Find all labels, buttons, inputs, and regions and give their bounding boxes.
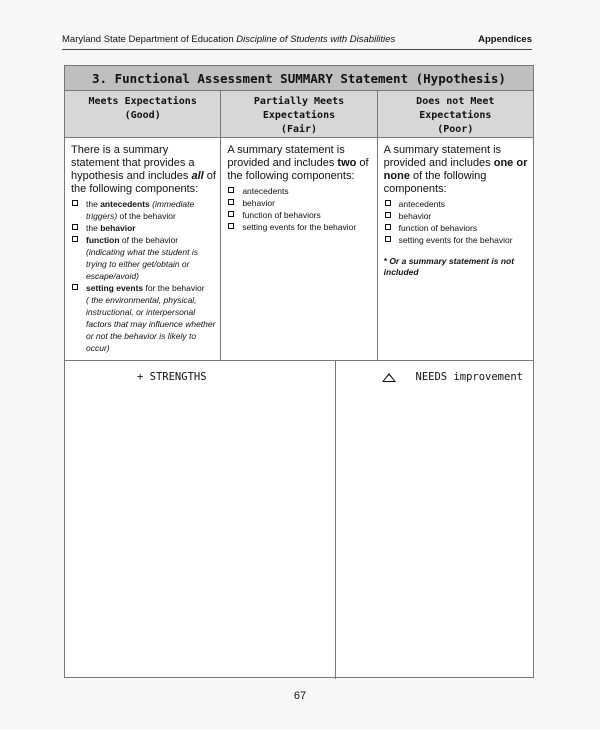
checkbox-icon: [228, 211, 234, 217]
list-item: [71, 198, 216, 222]
item-text: antecedents: [398, 199, 445, 209]
list-item: [71, 282, 216, 354]
checkbox-icon: [385, 236, 391, 242]
list-item: [227, 197, 372, 209]
criteria-cell-poor: [377, 138, 533, 360]
criteria-row: [65, 138, 533, 361]
item-text: function of behaviors: [398, 223, 478, 233]
lead-bold: two: [337, 157, 357, 169]
lead-bold: all: [191, 170, 204, 182]
checkbox-icon: [228, 223, 234, 229]
item-text: setting events for the behavior: [398, 235, 513, 245]
checkbox-icon: [385, 224, 391, 230]
table-title: 3. Functional Assessment SUMMARY Statement (Hypothesis): [65, 66, 533, 91]
checkbox-icon: [72, 200, 78, 206]
checklist-poor: [384, 198, 529, 246]
header-org: Maryland State Department of Education: [62, 34, 234, 45]
list-item: [384, 210, 529, 222]
item-text: behavior: [398, 211, 432, 221]
item-bold: behavior: [100, 223, 136, 233]
list-item: [227, 221, 372, 233]
column-header-fair: Partially Meets Expectations (Fair): [220, 91, 376, 137]
item-text: the: [86, 223, 101, 233]
needs-label: NEEDS improvement: [415, 371, 523, 383]
page-header: [62, 34, 532, 45]
checklist-good: [71, 198, 216, 354]
criteria-cell-good: [65, 138, 220, 360]
checkbox-icon: [72, 236, 78, 242]
lead-text: of the following components:: [227, 157, 369, 182]
lead-text: A summary statement is provided and includes: [227, 144, 345, 169]
item-text: antecedents: [242, 186, 289, 196]
summary-statement-table: [64, 65, 534, 678]
header-section: Appendices: [478, 34, 532, 45]
lead-text: of the following components:: [383, 170, 487, 195]
checklist-fair: [227, 185, 372, 233]
checkbox-icon: [385, 212, 391, 218]
column-headers: [65, 91, 533, 138]
item-text: for the behavior: [143, 283, 205, 293]
list-item: [227, 209, 372, 221]
item-text: the: [86, 199, 101, 209]
lead-bold: one or none: [383, 157, 528, 182]
item-text: behavior: [242, 198, 275, 208]
needs-cell[interactable]: [335, 361, 534, 679]
needs-heading: [336, 371, 534, 383]
column-header-poor: Does not Meet Expectations (Poor): [377, 91, 533, 137]
poor-note: * Or a summary statement is not included: [383, 256, 515, 277]
list-item: [71, 222, 216, 234]
criteria-lead-fair: [227, 144, 372, 183]
feedback-row: [65, 361, 533, 679]
lead-text: There is a summary statement that provides a hypothesis and includes: [71, 144, 195, 182]
item-bold: antecedents: [100, 199, 150, 209]
list-item: [227, 185, 372, 197]
item-sub: (immediate triggers): [86, 199, 195, 221]
checkbox-icon: [72, 224, 78, 230]
item-text: setting events for the behavior: [242, 222, 357, 232]
header-left: [62, 34, 395, 45]
criteria-cell-fair: [220, 138, 376, 360]
item-sub: ( the environmental, physical, instructional, or interpersonal factors that may influence whether or not the behavior is likely to occur): [86, 295, 216, 353]
column-header-good: Meets Expectations (Good): [88, 96, 197, 121]
criteria-lead-good: [71, 144, 216, 196]
criteria-lead-poor: [384, 144, 529, 196]
triangle-icon: [382, 373, 396, 382]
item-bold: setting events: [86, 283, 144, 293]
strengths-label: + STRENGTHS: [137, 371, 207, 383]
checkbox-icon: [228, 199, 234, 205]
item-text: of the behavior: [119, 235, 179, 245]
item-text: of the behavior: [117, 211, 176, 221]
lead-text: of the following components:: [71, 170, 216, 195]
header-doc-title: Discipline of Students with Disabilities: [236, 34, 396, 45]
list-item: [384, 222, 529, 234]
strengths-cell[interactable]: [65, 361, 335, 679]
page-number: 67: [293, 690, 307, 702]
item-text: function of behaviors: [242, 210, 321, 220]
checkbox-icon: [385, 200, 391, 206]
list-item: [71, 234, 216, 282]
item-sub: (indicating what the student is trying to either get/obtain or escape/avoid): [86, 247, 198, 281]
checkbox-icon: [228, 187, 234, 193]
list-item: [384, 198, 529, 210]
item-bold: function: [86, 235, 120, 245]
header-rule: [62, 49, 532, 50]
lead-text: A summary statement is provided and includes: [383, 144, 502, 169]
checkbox-icon: [72, 284, 78, 290]
list-item: [384, 234, 529, 246]
